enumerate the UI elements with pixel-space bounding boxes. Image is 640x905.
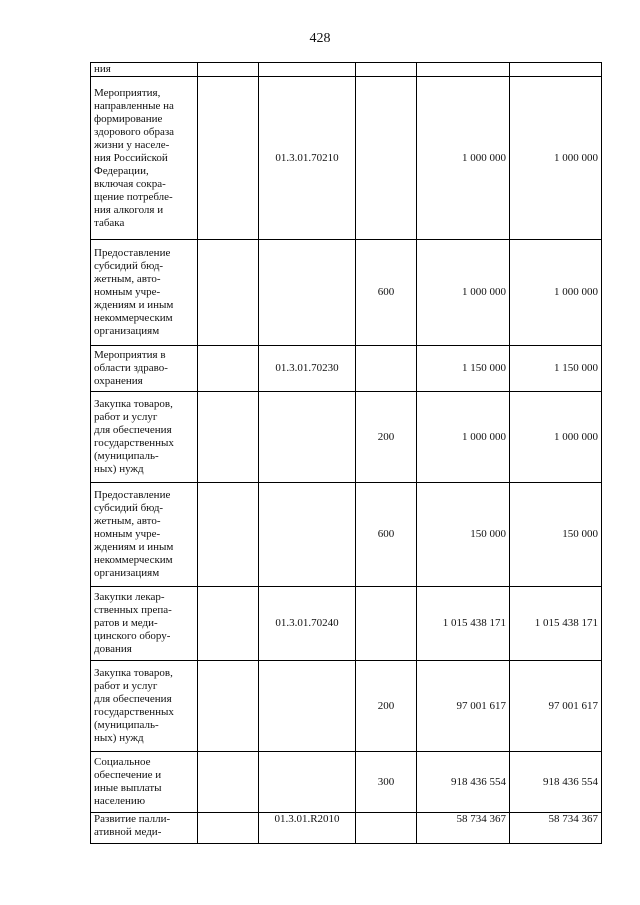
amount-1-cell: 918 436 554 [417, 752, 510, 813]
amount-1-cell: 1 000 000 [417, 240, 510, 346]
amount-2-cell: 1 000 000 [510, 240, 602, 346]
section-cell [198, 77, 259, 240]
amount-2-cell: 1 015 438 171 [510, 587, 602, 661]
row-name-cell: Развитие палли- ативной меди- [91, 813, 198, 844]
section-cell [198, 587, 259, 661]
target-code-cell [259, 661, 356, 752]
target-code-cell: 01.3.01.R2010 [259, 813, 356, 844]
expense-type-cell [356, 77, 417, 240]
section-cell [198, 483, 259, 587]
amount-1-cell: 1 000 000 [417, 77, 510, 240]
amount-1-cell: 97 001 617 [417, 661, 510, 752]
expense-type-cell: 200 [356, 392, 417, 483]
amount-2-cell: 1 150 000 [510, 346, 602, 392]
expense-type-cell: 600 [356, 483, 417, 587]
table-row [91, 813, 602, 844]
target-code-cell [259, 392, 356, 483]
expense-type-cell: 300 [356, 752, 417, 813]
amount-2-cell: 58 734 367 [510, 813, 602, 844]
section-cell [198, 240, 259, 346]
row-name-cell: Социальное обеспечение и иные выплаты населению [91, 752, 198, 813]
target-code-cell: 01.3.01.70230 [259, 346, 356, 392]
row-name-cell: Закупки лекар- ственных препа- ратов и меди- цинского обору- дования [91, 587, 198, 661]
row-name-cell: Закупка товаров, работ и услуг для обеспечения государственных (муниципаль- ных) нужд [91, 392, 198, 483]
section-cell [198, 346, 259, 392]
target-code-cell: 01.3.01.70210 [259, 77, 356, 240]
amount-1-cell: 150 000 [417, 483, 510, 587]
page-number: 428 [309, 31, 331, 46]
section-cell [198, 661, 259, 752]
table-row [91, 483, 602, 587]
section-cell [198, 63, 259, 77]
target-code-cell: 01.3.01.70240 [259, 587, 356, 661]
section-cell [198, 392, 259, 483]
expense-type-cell [356, 63, 417, 77]
row-name-cell: Мероприятия, направленные на формирование здорового образа жизни у населе- ния Российской Федерации, включая сокра- щение потребле- ния алкоголя и табака [91, 77, 198, 240]
expense-type-cell [356, 346, 417, 392]
budget-table [90, 62, 602, 844]
row-name-cell: Мероприятия в области здраво- охранения [91, 346, 198, 392]
amount-2-cell: 918 436 554 [510, 752, 602, 813]
table-row [91, 63, 602, 77]
section-cell [198, 752, 259, 813]
amount-1-cell [417, 63, 510, 77]
amount-1-cell: 58 734 367 [417, 813, 510, 844]
expense-type-cell [356, 587, 417, 661]
expense-type-cell: 200 [356, 661, 417, 752]
table-row [91, 77, 602, 240]
row-name-cell: Предоставление субсидий бюд- жетным, авто- номным учре- ждениям и иным некоммерческим организациям [91, 483, 198, 587]
row-name-cell: Закупка товаров, работ и услуг для обеспечения государственных (муниципаль- ных) нужд [91, 661, 198, 752]
target-code-cell [259, 240, 356, 346]
amount-2-cell: 97 001 617 [510, 661, 602, 752]
amount-1-cell: 1 000 000 [417, 392, 510, 483]
expense-type-cell: 600 [356, 240, 417, 346]
section-cell [198, 813, 259, 844]
target-code-cell [259, 752, 356, 813]
amount-2-cell: 1 000 000 [510, 77, 602, 240]
target-code-cell [259, 483, 356, 587]
amount-2-cell: 1 000 000 [510, 392, 602, 483]
table-row [91, 661, 602, 752]
table-row [91, 587, 602, 661]
table-row [91, 240, 602, 346]
target-code-cell [259, 63, 356, 77]
expense-type-cell [356, 813, 417, 844]
row-name-cell: Предоставление субсидий бюд- жетным, авто- номным учре- ждениям и иным некоммерческим организациям [91, 240, 198, 346]
amount-1-cell: 1 150 000 [417, 346, 510, 392]
table-row [91, 392, 602, 483]
amount-2-cell: 150 000 [510, 483, 602, 587]
amount-2-cell [510, 63, 602, 77]
row-name-cell: ния [91, 63, 198, 77]
table-row [91, 346, 602, 392]
table-row [91, 752, 602, 813]
amount-1-cell: 1 015 438 171 [417, 587, 510, 661]
